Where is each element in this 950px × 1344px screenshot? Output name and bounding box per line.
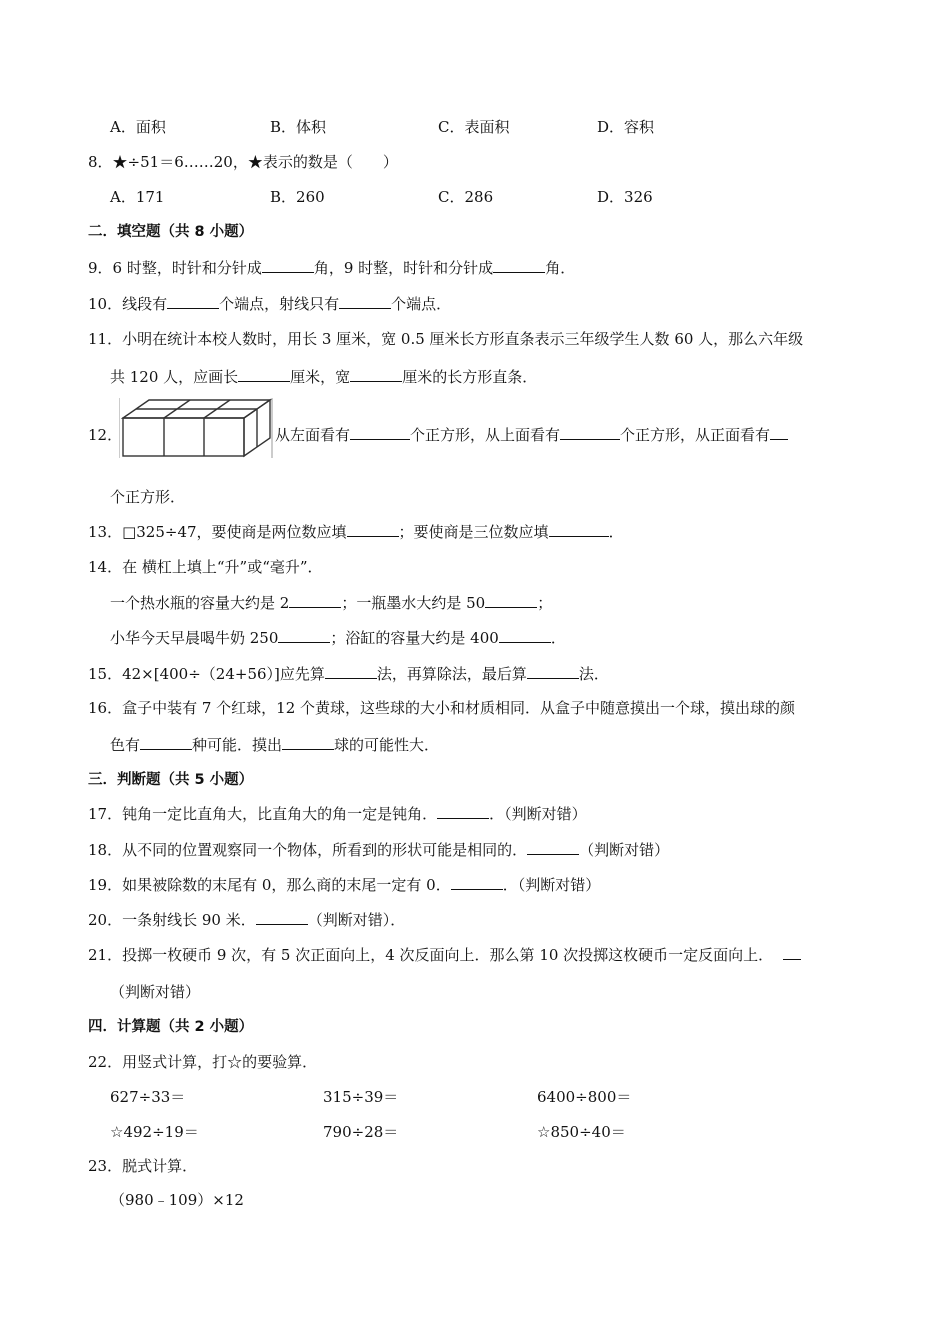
q14-blank-3[interactable] — [278, 627, 330, 643]
q15-blank-1[interactable] — [325, 663, 377, 679]
q7-option-a: A．面积 — [110, 118, 166, 136]
q14-line2 — [110, 627, 566, 649]
q15-blank-2[interactable] — [527, 663, 579, 679]
q13-text-b: ；要使商是三位数应填 — [398, 523, 549, 541]
q14-l1-text-a: 一个热水瓶的容量大约是 2 — [110, 594, 290, 612]
q14-stem: 14．在 横杠上填上“升”或“毫升”． — [88, 558, 323, 576]
q17-blank[interactable] — [437, 803, 489, 819]
q14-l2-text-a: 小华今天早晨喝牛奶 250 — [110, 629, 279, 647]
q13-text-c: ． — [608, 523, 624, 541]
section-judge-heading: 三．判断题（共 5 小题） — [88, 772, 254, 788]
q8-option-d: D．326 — [597, 188, 653, 206]
q10-text-c: 个端点． — [391, 295, 452, 313]
q21-line2: （判断对错） — [110, 983, 201, 1001]
q9-text-a: 9．6 时整，时针和分针成 — [88, 259, 262, 277]
q12-blank-3[interactable] — [770, 424, 788, 440]
q19 — [88, 874, 600, 896]
q18-text-a: 18．从不同的位置观察同一个物体，所看到的形状可能是相同的． — [88, 841, 528, 859]
q21-line1 — [88, 944, 801, 966]
q22-item-2: 315÷39＝ — [323, 1088, 399, 1106]
q18 — [88, 839, 669, 861]
q12-number: 12． — [88, 426, 123, 444]
q14-blank-4[interactable] — [499, 627, 551, 643]
q11-line2 — [110, 366, 537, 388]
q9-blank-1[interactable] — [262, 257, 314, 273]
q12-text-b: 个正方形，从上面看有 — [410, 426, 561, 444]
q22-item-4: ☆492÷19＝ — [110, 1123, 199, 1141]
q12-text-a: 从左面看有 — [275, 426, 351, 444]
q20-text-a: 20．一条射线长 90 米． — [88, 911, 256, 929]
q9 — [88, 257, 575, 279]
q10-text-b: 个端点，射线只有 — [219, 295, 340, 313]
q7-option-b: B．体积 — [270, 118, 327, 136]
section-calc-heading: 四．计算题（共 2 小题） — [88, 1019, 254, 1035]
q10 — [88, 293, 451, 315]
cube-stack-figure — [119, 396, 274, 458]
q16-line1: 16．盒子中装有 7 个红球，12 个黄球，这些球的大小和材质相同．从盒子中随意摸出一个球，摸出球的颜 — [88, 699, 796, 717]
q9-text-b: 角，9 时整，时针和分针成 — [313, 259, 494, 277]
q10-blank-1[interactable] — [167, 293, 219, 309]
q20-text-b: （判断对错）． — [307, 911, 406, 929]
q20 — [88, 909, 405, 931]
q18-text-b: （判断对错） — [579, 841, 670, 859]
q14-blank-2[interactable] — [485, 592, 537, 608]
q22-stem: 22．用竖式计算，打☆的要验算． — [88, 1053, 318, 1071]
q22-item-5: 790÷28＝ — [323, 1123, 399, 1141]
q8-stem: 8．★÷51＝6……20，★表示的数是（ ） — [88, 153, 398, 171]
q21-text-a: 21．投掷一枚硬币 9 次，有 5 次正面向上，4 次反面向上．那么第 10 次投掷这枚硬币一定反面向上． — [88, 946, 774, 964]
q14-line1 — [110, 592, 552, 614]
q8-option-b: B．260 — [270, 188, 325, 206]
q22-item-3: 6400÷800＝ — [537, 1088, 632, 1106]
q19-text-b: ．（判断对错） — [502, 876, 601, 894]
q8-option-a: A．171 — [110, 188, 165, 206]
q22-item-6: ☆850÷40＝ — [537, 1123, 626, 1141]
q11-text-c: 厘米的长方形直条． — [402, 368, 538, 386]
q10-blank-2[interactable] — [339, 293, 391, 309]
q15-text-c: 法． — [578, 665, 609, 683]
q14-l2-text-b: ；浴缸的容量大约是 400 — [330, 629, 499, 647]
q14-l1-text-b: ；一瓶墨水大约是 50 — [341, 594, 486, 612]
q23-expression: （980﹣109）×12 — [110, 1191, 244, 1209]
q22-item-1: 627÷33＝ — [110, 1088, 186, 1106]
q12-blank-2[interactable] — [560, 424, 620, 440]
q15 — [88, 663, 609, 685]
q20-blank[interactable] — [256, 909, 308, 925]
q17-text-a: 17．钝角一定比直角大，比直角大的角一定是钝角． — [88, 805, 438, 823]
q15-text-b: 法，再算除法，最后算 — [376, 665, 527, 683]
q14-l2-text-c: ． — [550, 629, 566, 647]
q13-text-a: 13．□325÷47，要使商是两位数应填 — [88, 523, 347, 541]
q13-blank-1[interactable] — [347, 521, 399, 537]
q11-blank-1[interactable] — [238, 366, 290, 382]
q12-blank-1[interactable] — [350, 424, 410, 440]
q21-blank[interactable] — [783, 944, 801, 960]
q7-option-d: D．容积 — [597, 118, 655, 136]
q11-text-b: 厘米，宽 — [290, 368, 351, 386]
q11-line1: 11．小明在统计本校人数时，用长 3 厘米，宽 0.5 厘米长方形直条表示三年级学生人数 60 人，那么六年级 — [88, 330, 804, 348]
q16-text-b: 种可能．摸出 — [192, 736, 283, 754]
q17 — [88, 803, 587, 825]
q12-line1 — [275, 424, 788, 446]
q19-text-a: 19．如果被除数的末尾有 0，那么商的末尾一定有 0． — [88, 876, 451, 894]
q14-l1-text-c: ； — [537, 594, 553, 612]
q23-stem: 23．脱式计算． — [88, 1157, 198, 1175]
q17-text-b: ．（判断对错） — [489, 805, 587, 823]
q16-line2 — [110, 734, 439, 756]
section-fill-heading: 二．填空题（共 8 小题） — [88, 224, 254, 240]
q16-text-a: 色有 — [110, 736, 141, 754]
q12-line2: 个正方形． — [110, 488, 186, 506]
q7-option-c: C．表面积 — [438, 118, 510, 136]
q19-blank[interactable] — [451, 874, 503, 890]
q14-blank-1[interactable] — [289, 592, 341, 608]
q16-text-c: 球的可能性大． — [334, 736, 440, 754]
q13-blank-2[interactable] — [549, 521, 609, 537]
q12-text-c: 个正方形，从正面看有 — [620, 426, 771, 444]
q9-blank-2[interactable] — [493, 257, 545, 273]
q11-blank-2[interactable] — [350, 366, 402, 382]
q18-blank[interactable] — [527, 839, 579, 855]
q9-text-c: 角． — [545, 259, 576, 277]
q13 — [88, 521, 624, 543]
q16-blank-2[interactable] — [282, 734, 334, 750]
q8-option-c: C．286 — [438, 188, 494, 206]
q10-text-a: 10．线段有 — [88, 295, 168, 313]
q16-blank-1[interactable] — [140, 734, 192, 750]
q11-text-a: 共 120 人，应画长 — [110, 368, 239, 386]
q15-text-a: 15．42×[400÷（24+56）]应先算 — [88, 665, 325, 683]
